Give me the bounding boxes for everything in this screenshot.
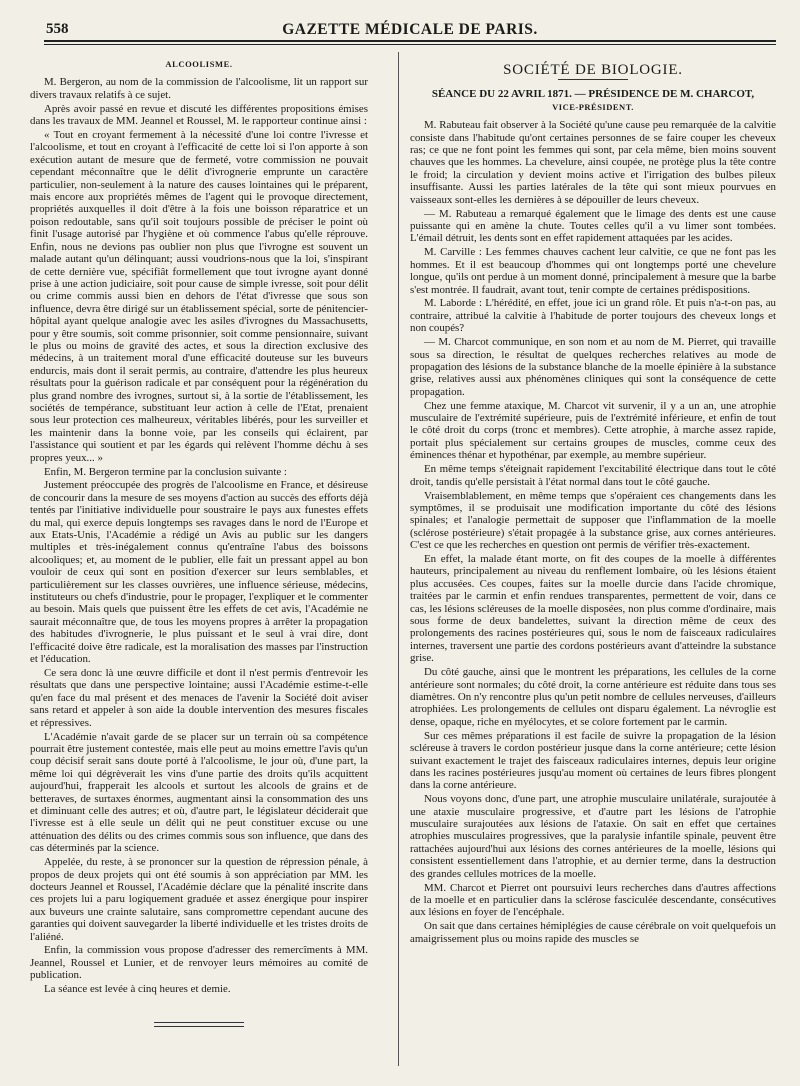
paragraph: M. Laborde : L'hérédité, en effet, joue ici un grand rôle. Et puis n'a-t-on pas, au contraire, attribué la calvitie à l'habitude de porter toujours des cheveux longs et non coupés?: [410, 297, 776, 335]
page-number: 558: [46, 21, 69, 37]
left-column: [30, 52, 368, 1027]
right-column: [410, 52, 776, 947]
paragraph: Ce sera donc là une œuvre difficile et dont il n'est permis d'entrevoir les résultats que dans une perspective lointaine; aussi l'Académie estime-t-elle qu'en face du mal présent et des menaces de l'avenir la Société doit aviser sans retard et appeler à son aide la double intervention des mesures fiscales et répressives.: [30, 667, 368, 729]
society-title: SOCIÉTÉ DE BIOLOGIE.: [503, 62, 683, 78]
paragraph: Justement préoccupée des progrès de l'alcoolisme en France, et désireuse de concourir dans la mesure de ses moyens d'action au succès des efforts déjà tentés par l'initiative individuelle pour soustraire le pays aux funestes effets du mal, qui exerce depuis longtemps ses ravages dans le nord de l'Europe et aux Etats-Unis, l'Académie a rédigé un Avis au public sur les dangers multiples et très-inégalement connus qu'entraîne l'abus des boissons alcooliques; et, au moment de le publier, elle fait un pressant appel au bon vouloir de ceux qui sont en position d'exercer sur leurs semblables, et particulièrement sur les classes ouvrières, une influence sérieuse, médecins, instituteurs ou chefs d'industrie, pour le propager, l'expliquer et le commenter au besoin. Mais quels que puissent être les effets de cet avis, l'Académie ne saurait méconnaître que, de tous les moyens propres à arrêter la propagation des habitudes d'ivrognerie, le plus puissant et le seul à vrai dire, dont l'efficacité doive être radicale, est la moralisation des masses par l'instruction et l'éducation.: [30, 479, 368, 666]
paragraph: Nous voyons donc, d'une part, une atrophie musculaire unilatérale, surajoutée à une ataxie musculaire progressive, et d'autre part les lésions de l'atrophie musculaire surajoutées aux lésions de l'ataxie. On sait en effet que certaines atrophies musculaires progressives, que la paralysie infantile spinale, peuvent être rattachées aujourd'hui aux lésions des cornes antérieures de la moelle, lésions qui consistent essentiellement dans l'atrophie, et au dernier terme, dans la destruction des grandes cellules motrices de la moelle.: [410, 793, 776, 880]
column-divider: [398, 52, 399, 1066]
title-rule: [558, 79, 628, 80]
journal-title: GAZETTE MÉDICALE DE PARIS.: [282, 21, 538, 38]
paragraph: — M. Charcot communique, en son nom et au nom de M. Pierret, qui travaille sous sa direction, le résultat de quelques recherches relatives au mode de propagation des lésions de la substance blanche de la moelle épinière à la substance grise, relatives aussi aux phénomènes cliniques qui sont la conséquence de cette propagation.: [410, 336, 776, 398]
header-rule-thin: [44, 44, 776, 45]
paragraph: La séance est levée à cinq heures et demie.: [44, 983, 231, 996]
paragraph: En même temps s'éteignait rapidement l'excitabilité électrique dans tout le côté droit, tandis qu'elle persistait à l'état normal dans tout le côté gauche.: [410, 463, 776, 488]
paragraph: « Tout en croyant fermement à la nécessité d'une loi contre l'ivresse et l'alcoolisme, et tout en croyant à l'efficacité de cette loi si l'on apporte à son exécution autant de mesure que de fermeté, votre commission ne pouvait cependant méconnaître que le délit d'ivrognerie emprunte un caractère particulier, non-seulement à la nature des causes lointaines qui le préparent, mais encore aux propriétés mêmes de l'agent qui le provoque directement, propriétés auxquelles il doit d'être à la fois une boisson réparatrice et un poison redoutable, sans qu'il soit toujours possible de préciser le point où finit l'usage autorisé par l'hygiène et où commence l'abus qu'elle réprouve. Enfin, nous ne devions pas oublier non plus que l'ivrogne est souvent un malade autant qu'un délinquant; aussi voudrions-nous que la loi, s'inspirant de cette dernière vue, spécifiât formellement que tout ivrogne ayant donné prise à une action judiciaire, soit pour cause de simple ivresse, soit pour délit ou crime commis aussi bien en dehors de l'état d'ivresse que sous son influence, devra être dirigé sur un établissement spécial, sorte de pénitencier-hôpital ayant quelque analogie avec les asiles d'ivrognes du Massachusetts, pour y être soumis, soit comme prisonnier, soit comme pensionnaire, suivant le plus ou moins de gravité des actes, et sous la direction exclusive des médecins, à un traitement moral d'une efficacité douteuse sur les buveurs endurcis, mais dont il serait permis, au contraire, d'attendre les plus heureux résultats pour la guérison radicale et par conséquent pour la régénération du plus grand nombre des ivrognes, surtout si, à la sortie de l'établissement, les sociétés de tempérance, substituant leur action à celle de l'Etat, prenaient sous leur protection ces malheureux, véritables libérés, pour les surveiller et les maintenir dans la bonne voie, par les conseils qui éclairent, par l'assistance qui soutient et par les égards qui relèvent l'homme déchu à ses propres yeux... »: [30, 129, 368, 464]
paragraph: MM. Charcot et Pierret ont poursuivi leurs recherches dans d'autres affections de la moelle et en particulier dans la sclérose fasciculée descendante, consécutives aux lésions en foyer de l'encéphale.: [410, 881, 776, 919]
paragraph: L'Académie n'avait garde de se placer sur un terrain où sa compétence pourrait être justement contestée, mais elle peut au moins emettre l'avis qu'un coup décisif serait sans doute porté à l'alcoolisme, le jour où, d'une part, la même loi qui dégrèverait les vins d'une partie des droits qu'ils acquittent aujourd'hui, frapperait les alcools et surtout les alcools de grains et de betteraves, de surtaxes énormes, augmentant ainsi la consommation des uns et diminuant celle des autres; et où, d'autre part, le législateur déciderait que l'ivresse est à elle seule un délit qui ne peut constituer excuse ou une atténuation des délits ou des crimes commis sous son influence, que dans des cas déterminés par la science.: [30, 730, 368, 855]
paragraph: Enfin, la commission vous propose d'adresser des remercîments à MM. Jeannel, Roussel et Lunier, et de renvoyer leurs mémoires au comité de publication.: [30, 944, 368, 982]
paragraph: Appelée, du reste, à se prononcer sur la question de répression pénale, à propos de deux projets qui ont été soumis à son appréciation par MM. les docteurs Jeannel et Roussel, l'Académie déclare que la pénalité inscrite dans ces projets lui a paru logiquement graduée et assez énergique pour inspirer aux buveurs une crainte salutaire, sans compromettre cependant aucune des garanties qui doivent sauvegarder la liberté individuelle et les tristes droits de l'aliéné.: [30, 856, 368, 943]
paragraph: Sur ces mêmes préparations il est facile de suivre la propagation de la lésion scléreuse à travers le cordon postérieur jusque dans la corne antérieure; cette lésion suivant exactement le trajet des faisceaux radiculaires internes, depuis leur origine dans les racines postérieures jusqu'au moment où certaines de leurs fibres plongent dans la corne antérieure.: [410, 729, 776, 792]
paragraph: On sait que dans certaines hémiplégies de cause cérébrale on voit quelquefois un amaigrissement plus ou moins rapide des muscles se: [410, 920, 777, 945]
paragraph: M. Bergeron, au nom de la commission de l'alcoolisme, lit un rapport sur divers travaux relatifs à ce sujet.: [30, 76, 368, 101]
paragraph: Chez une femme ataxique, M. Charcot vit survenir, il y a un an, une atrophie musculaire de l'extrémité supérieure, puis de l'extrémité inférieure, et enfin de tout le côté droit du corps (tronc et membres). Cette atrophie, à marche assez rapide, portait plus spécialement sur certains groupes de muscles, comme ceux des éminences thénar et hypothénar, par exemple, au membre supérieur.: [410, 399, 776, 462]
paragraph: En effet, la malade étant morte, on fit des coupes de la moelle à différentes hauteurs, principalement au niveau du renflement lombaire, où les lésions étaient plus accusées. Ces coupes, faites sur la moelle durcie dans l'acide chromique, traitées par le carmin et enfin rendues transparentes, permettent de voir, dans ce cas, les lésions scléreuses de la moelle disposées, non plus comme d'ordinaire, mais sous forme de deux bandelettes, suivant la direction même de ceux des prolongements des racines postérieures qui, sous le nom de faisceaux radiculaires internes, traversent une partie des cordons postérieurs avant d'atteindre la substance grise.: [410, 553, 776, 665]
session-line: SÉANCE DU 22 AVRIL 1871. — PRÉSIDENCE DE M. CHARCOT,: [431, 88, 755, 101]
paragraph: M. Rabuteau fait observer à la Société qu'une cause peu remarquée de la calvitie consiste dans l'habitude qu'ont certaines personnes de se faire couper les cheveux ras; ce que ne font point les femmes qui sont, par cela même, bien moins souvent chauves que les hommes. La chevelure, ainsi coupée, ne protège plus la tête contre le froid; la circulation y devient moins active et l'irrigation des bulbes pileux insuffisante. Aussi les parties latérales de la tête qui sont mieux pourvues en vaisseaux sont-elles les dernières à se dépouiller de leurs cheveux.: [410, 119, 776, 206]
header-rule: [44, 40, 776, 42]
page-header: [44, 16, 776, 42]
section-heading: ALCOOLISME.: [165, 59, 233, 69]
paragraph: Après avoir passé en revue et discuté les différentes propositions émises dans les travaux de MM. Jeannel et Roussel, M. le rapporteur continue ainsi :: [30, 102, 368, 128]
paragraph: Enfin, M. Bergeron termine par la conclusion suivante :: [44, 465, 287, 478]
closing-rule-thin: [154, 1026, 244, 1027]
paragraph: Du côté gauche, ainsi que le montrent les préparations, les cellules de la corne antérieure sont normales; du côté droit, la corne antérieure est réduite dans tous ses diamètres. On n'y rencontre plus qu'un petit nombre de cellules nerveuses, d'ailleurs atrophiées. Les prolongements de cellules ont disparu également. La névroglie est dense, opaque, riche en myélocytes, et se colore fortement par le carmin.: [410, 666, 776, 728]
paragraph: M. Carville : Les femmes chauves cachent leur calvitie, ce que ne font pas les hommes. Et il est beaucoup d'hommes qui ont longtemps porté une chevelure longue, qu'ils ont perdue à un moment donné, principalement à mesure que la barbe s'est montrée. Il faudrait, avant tout, tenir compte de certaines prédispositions.: [410, 246, 776, 296]
vice-president-line: VICE-PRÉSIDENT.: [552, 101, 634, 112]
paragraph: Vraisemblablement, en même temps que s'opéraient ces changements dans les symptômes, il se produisait une modification importante du côté des lésions spinales; et l'analogie permettait de supposer que l'inflammation de la moelle (sclérose postérieure) s'était propagée à la substance grise, aux cornes antérieures. C'est ce que les recherches en question ont permis de vérifier très-exactement.: [410, 489, 776, 552]
paragraph: — M. Rabuteau a remarqué également que le limage des dents est une cause puissante qui en amène la chute. Toutes celles qu'il a vu limer sont tombées. L'émail détruit, les dents sont en effet rapidement attaquées par les acides.: [410, 207, 776, 245]
closing-rule: [154, 1022, 244, 1023]
